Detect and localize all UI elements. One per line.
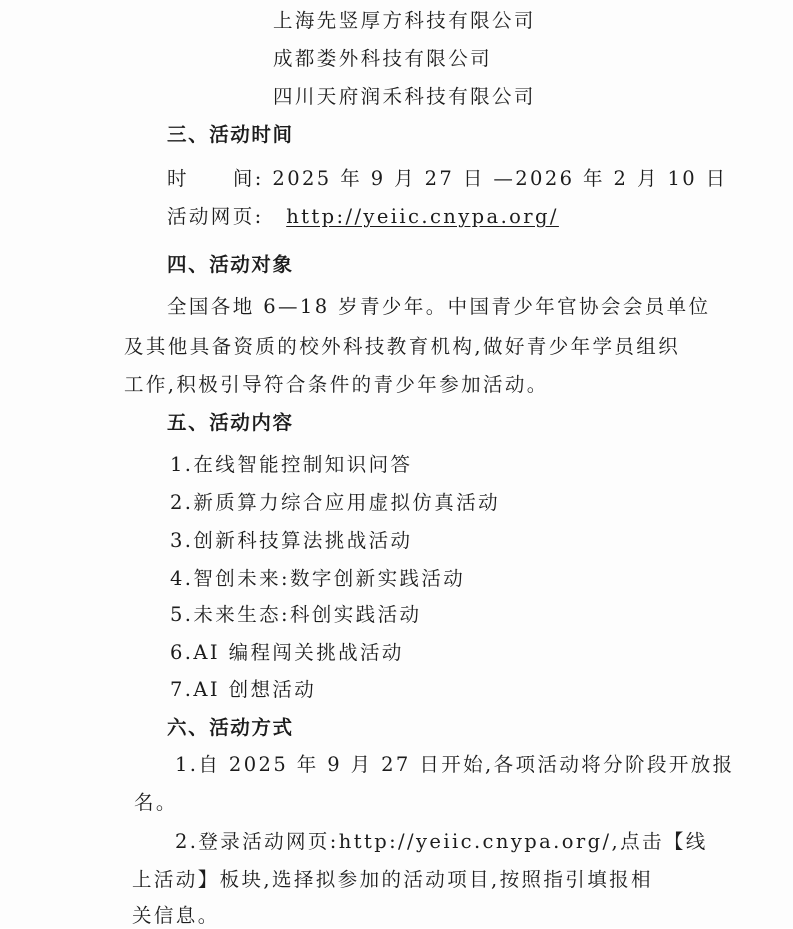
- content-item-3: 3.创新科技算法挑战活动: [170, 529, 413, 552]
- time-label-part2: 间:: [232, 167, 264, 190]
- target-paragraph-line-2: 及其他具备资质的校外科技教育机构,做好青少年学员组织: [124, 335, 681, 358]
- section-heading-target: 四、活动对象: [167, 253, 294, 276]
- target-paragraph-line-3: 工作,积极引导符合条件的青少年参加活动。: [124, 373, 549, 396]
- section-heading-method: 六、活动方式: [167, 716, 294, 739]
- section-heading-content: 五、活动内容: [167, 411, 294, 434]
- content-item-2: 2.新质算力综合应用虚拟仿真活动: [170, 491, 501, 514]
- content-item-6: 6.AI 编程闯关挑战活动: [170, 641, 404, 664]
- content-item-5: 5.未来生态:科创实践活动: [170, 603, 422, 626]
- company-name-3: 四川天府润禾科技有限公司: [273, 85, 536, 108]
- web-row: [167, 204, 559, 230]
- time-value: 2025 年 9 月 27 日 —2026 年 2 月 10 日: [272, 167, 728, 190]
- company-name-2: 成都娄外科技有限公司: [273, 47, 493, 70]
- method-paragraph2-line-1: 2.登录活动网页:http://yeiic.cnypa.org/,点击【线: [175, 830, 708, 853]
- time-label-part1: 时: [167, 167, 189, 190]
- method-paragraph1-line-2: 名。: [134, 791, 178, 814]
- method-paragraph2-line-2: 上活动】板块,选择拟参加的活动项目,按照指引填报相: [132, 868, 653, 891]
- content-item-4: 4.智创未来:数字创新实践活动: [170, 567, 466, 590]
- content-item-7: 7.AI 创想活动: [170, 678, 317, 701]
- web-label: 活动网页:: [167, 205, 264, 228]
- method-paragraph1-line-1: 1.自 2025 年 9 月 27 日开始,各项活动将分阶段开放报: [175, 753, 735, 776]
- web-url-link[interactable]: http://yeiic.cnypa.org/: [286, 205, 559, 228]
- company-name-1: 上海先竖厚方科技有限公司: [273, 9, 536, 32]
- method-paragraph2-line-3: 关信息。: [132, 904, 220, 927]
- content-item-1: 1.在线智能控制知识问答: [170, 453, 413, 476]
- section-heading-time: 三、活动时间: [167, 123, 294, 146]
- target-paragraph-line-1: 全国各地 6—18 岁青少年。中国青少年官协会会员单位: [167, 295, 711, 318]
- time-row: [167, 166, 728, 192]
